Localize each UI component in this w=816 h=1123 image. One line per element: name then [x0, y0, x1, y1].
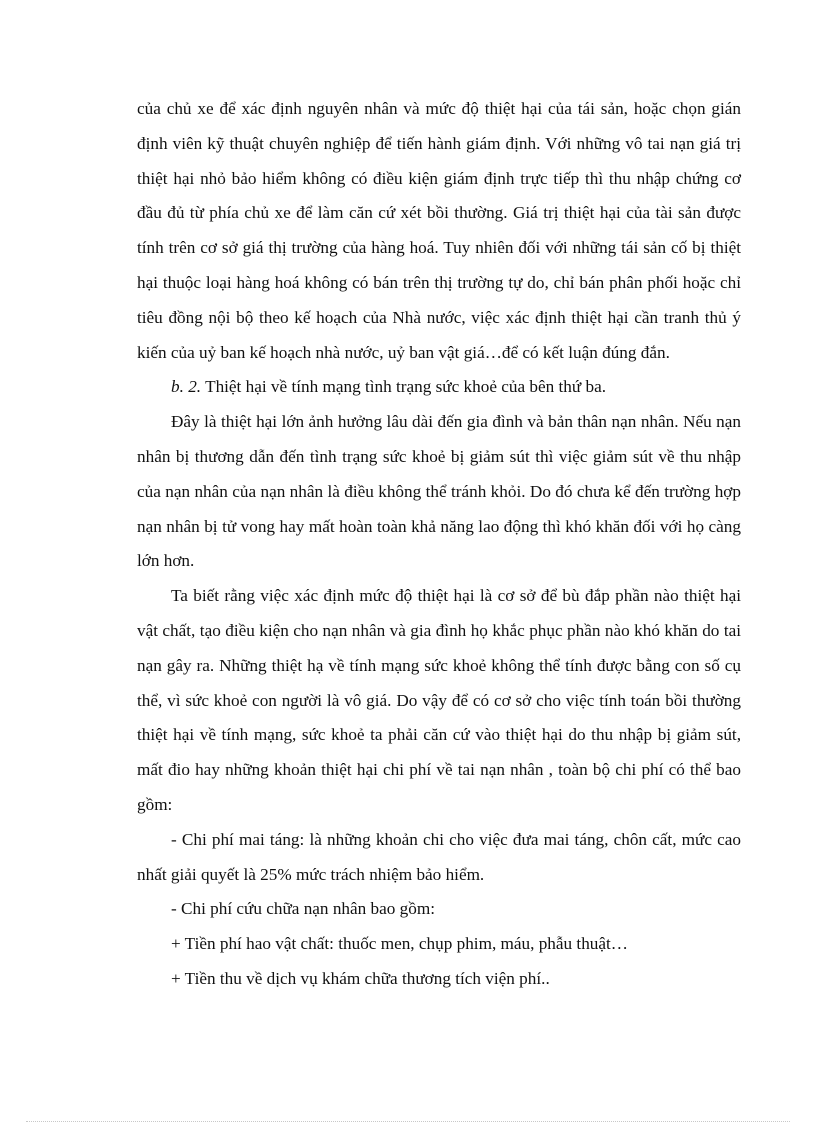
sub-item-service-fee: [137, 962, 741, 997]
list-item-burial-cost-text: - Chi phí mai táng: là những khoản chi cho việc đưa mai táng, chôn cất, mức cao nhất giải quyết là 25% mức trách nhiệm bảo hiểm.: [137, 829, 741, 884]
list-item-treatment-cost: [137, 892, 741, 927]
paragraph-1-text: của chủ xe để xác định nguyên nhân và mức độ thiệt hại của tái sản, hoặc chọn gián định viên kỹ thuật chuyên nghiệp để tiến hành giám định. Với những vô tai nạn giá trị thiệt hại nhỏ bảo hiểm không có điều kiện giám định trực tiếp thì thu nhập chứng cơ đầu đủ từ phía chủ xe để làm căn cứ xét bồi thường. Giá trị thiệt hại của tài sản được tính trên cơ sở giá thị trường của hàng hoá. Tuy nhiên đối với những tái sản cố bị thiệt hại thuộc loại hàng hoá không có bán trên thị trường tự do, chỉ bán phân phối hoặc chỉ tiêu đồng nội bộ theo kế hoạch của Nhà nước, việc xác định thiệt hại cần tranh thủ ý kiến của uỷ ban kế hoạch nhà nước, uỷ ban vật giá…để có kết luận đúng đắn.: [137, 99, 741, 362]
paragraph-1: [137, 92, 741, 370]
paragraph-3: [137, 405, 741, 579]
section-heading-b2: [137, 370, 741, 405]
section-heading-label: b. 2.: [171, 377, 202, 397]
sub-item-service-fee-text: + Tiền thu về dịch vụ khám chữa thương tích viện phí..: [171, 968, 550, 988]
paragraph-4: [137, 579, 741, 823]
sub-item-material-cost: [137, 927, 741, 962]
list-item-treatment-cost-text: - Chi phí cứu chữa nạn nhân bao gồm:: [171, 899, 435, 919]
sub-item-material-cost-text: + Tiền phí hao vật chất: thuốc men, chụp phim, máu, phẫu thuật…: [171, 934, 628, 954]
paragraph-3-text: Đây là thiệt hại lớn ảnh hưởng lâu dài đến gia đình và bản thân nạn nhân. Nếu nạn nhân bị thương dẫn đến tình trạng sức khoẻ bị giảm sút thì việc giảm sút về thu nhập của nạn nhân của nạn nhân là điều không thể tránh khỏi. Do đó chưa kể đến trường hợp nạn nhân bị tử vong hay mất hoàn toàn khả năng lao động thì khó khăn đối với họ càng lớn hơn.: [137, 412, 741, 571]
page-bottom-divider: [26, 1121, 790, 1122]
paragraph-4-text: Ta biết rằng việc xác định mức độ thiệt hại là cơ sở để bù đắp phần nào thiệt hại vật chất, tạo điều kiện cho nạn nhân và gia đình họ khắc phục phần nào khó khăn do tai nạn gây ra. Những thiệt hạ về tính mạng sức khoẻ không thể tính được bằng con số cụ thể, vì sức khoẻ con người là vô giá. Do vậy để có cơ sở cho việc tính toán bồi thường thiệt hại về tính mạng, sức khoẻ ta phải căn cứ vào thiệt hại do thu nhập bị giảm sút, mất đio hay những khoản thiệt hại chi phí về tai nạn nhân , toàn bộ chi phí có thể bao gồm:: [137, 586, 741, 814]
section-heading-text: Thiệt hại về tính mạng tình trạng sức khoẻ của bên thứ ba.: [201, 377, 607, 397]
list-item-burial-cost: [137, 823, 741, 893]
body-text: [137, 92, 741, 997]
